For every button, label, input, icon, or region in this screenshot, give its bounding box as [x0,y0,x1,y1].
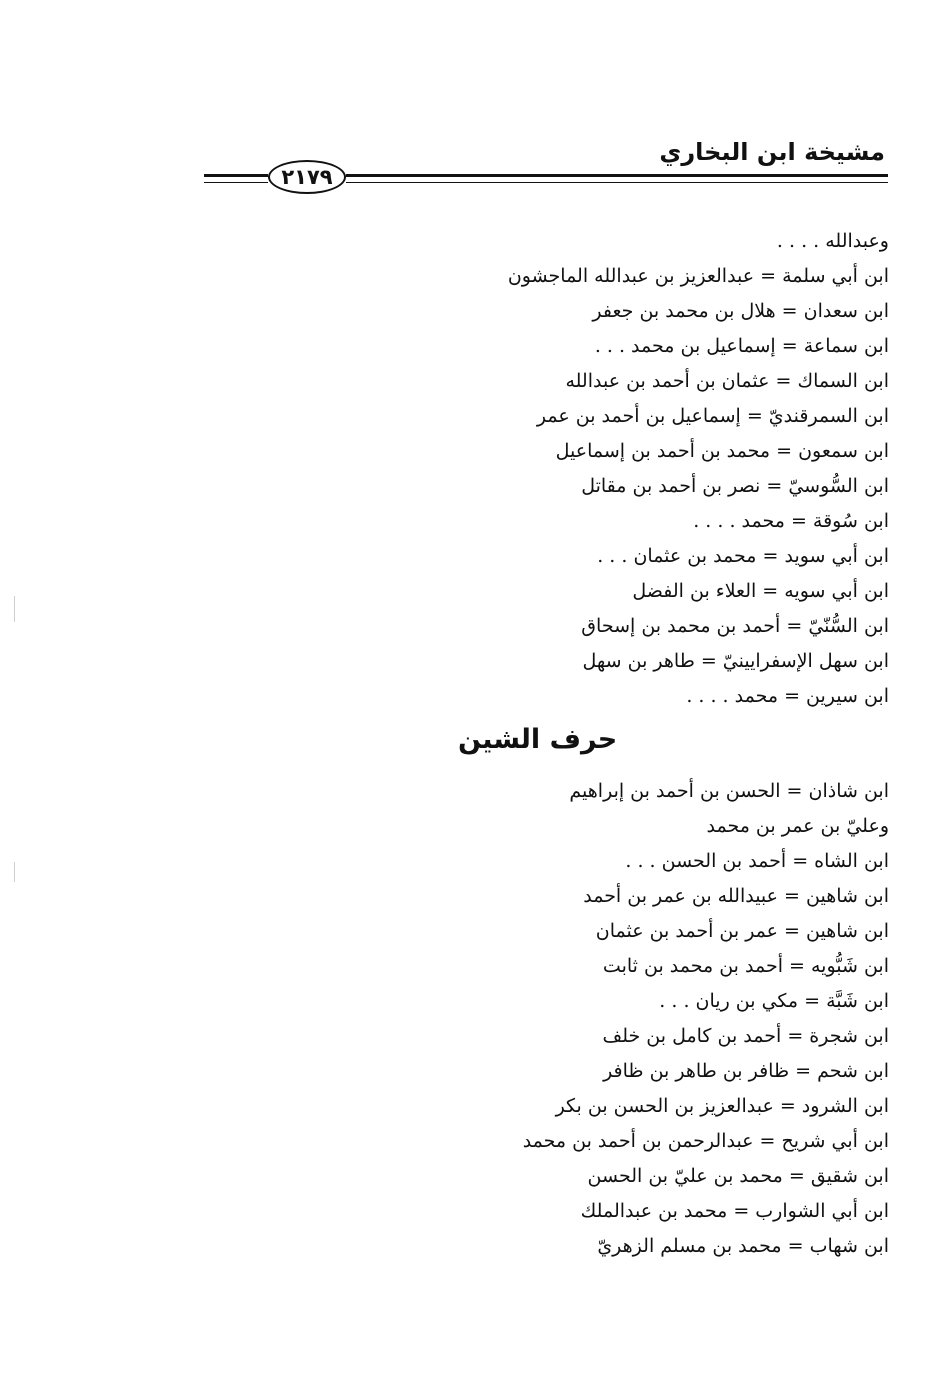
list-item: ابن سُوقة = محمد . . . . [693,510,889,532]
list-item: ابن أبي شريح = عبدالرحمن بن أحمد بن محمد [522,1130,889,1152]
scan-margin-mark [14,596,15,622]
list-item: ابن أبي الشوارب = محمد بن عبدالملك [580,1200,889,1222]
list-item: ابن شَبَّة = مكي بن ريان . . . [659,990,889,1012]
list-item: وعليّ بن عمر بن محمد [706,815,889,837]
list-item: ابن شجرة = أحمد بن كامل بن خلف [602,1025,889,1047]
header-rule-right-thin [346,182,888,183]
list-item: ابن السماك = عثمان بن أحمد بن عبدالله [565,370,889,392]
scan-margin-mark [14,862,15,882]
list-item: ابن شَبُّويه = أحمد بن محمد بن ثابت [602,955,889,977]
list-item: ابن أبي سلمة = عبدالعزيز بن عبدالله الماجشون [507,265,889,287]
list-item: ابن السمرقنديّ = إسماعيل بن أحمد بن عمر [536,405,889,427]
list-item: ابن الشاه = أحمد بن الحسن . . . [625,850,889,872]
list-item: وعبدالله . . . . [776,230,889,252]
header-rule-left [204,174,268,177]
entries-list-shin [523,774,889,1264]
list-item: ابن شقيق = محمد بن عليّ بن الحسن [587,1165,889,1187]
list-item: ابن شاهين = عمر بن أحمد بن عثمان [595,920,889,942]
list-item: ابن شهاب = محمد بن مسلم الزهريّ [597,1235,889,1257]
list-item: ابن شاهين = عبيدالله بن عمر بن أحمد [583,885,889,907]
header-rule-left-thin [204,182,268,183]
list-item: ابن أبي سويه = العلاء بن الفضل [632,580,889,602]
list-item: ابن السُّوسيّ = نصر بن أحمد بن مقاتل [581,475,889,497]
list-item: ابن شاذان = الحسن بن أحمد بن إبراهيم [569,780,889,802]
section-heading: حرف الشين [458,724,618,755]
running-title: مشيخة ابن البخاري [659,138,885,166]
header-rule-right [346,174,888,177]
list-item: ابن سيرين = محمد . . . . [686,685,889,707]
list-item: ابن سمعون = محمد بن أحمد بن إسماعيل [555,440,889,462]
entries-list-sin [508,224,889,714]
list-item: ابن أبي سويد = محمد بن عثمان . . . [597,545,889,567]
list-item: ابن سعدان = هلال بن محمد بن جعفر [592,300,889,322]
list-item: ابن الشرود = عبدالعزيز بن الحسن بن بكر [555,1095,889,1117]
page-number-text: ٢١٧٩ [281,164,333,189]
list-item: ابن شحم = ظافر بن طاهر بن ظافر [603,1060,889,1082]
list-item: ابن السُّنّيّ = أحمد بن محمد بن إسحاق [581,615,889,637]
list-item: ابن سهل الإسفرايينيّ = طاهر بن سهل [582,650,889,672]
list-item: ابن سماعة = إسماعيل بن محمد . . . [594,335,889,357]
page-number [268,160,346,194]
